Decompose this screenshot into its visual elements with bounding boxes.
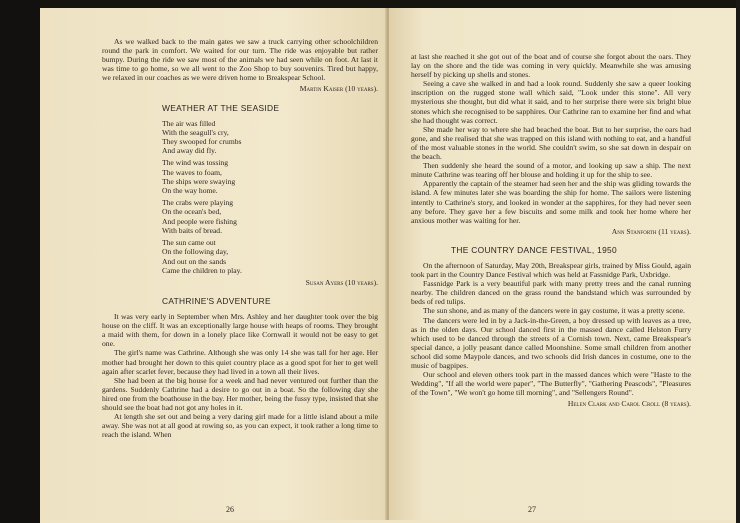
poem-line: The air was filled [162,118,216,128]
poem-line: The ships were swaying [162,176,236,186]
poem-line: On the way home. [162,186,218,196]
story-paragraph: At length she set out and being a very daring girl made for a little island about a mile away. She was not at all good at rowing so, as you can expect, it took rather a long time to reach the island. When [102,412,378,440]
scan-border-left [0,0,40,523]
poem-line: The sun came out [162,238,216,248]
festival-paragraph: The dancers were led in by a Jack-in-the-Green, a boy dressed up with leaves as a tree, as in the olden days. Our school danced first in the massed dance called Helston Furry which used to be danced through the streets of a Cornish town. Next, came Breakspear's special dance, a jolly peasant dance called Moonshine. Some small children from another school did some Maypole dances, and two schools did Irish dances in costume, one to the music of bagpipes. [411,315,691,370]
right-page [389,8,736,520]
festival-paragraph: On the afternoon of Saturday, May 20th, Breakspear girls, trained by Miss Gould, again took part in the Country Dance Festival which was held at Fassnidge Park, Uxbridge. [411,260,691,280]
intro-paragraph: As we walked back to the main gates we saw a truck carrying other schoolchildren round the park in comfort. We waited for our turn. The ride was enjoyable but rather bumpy. During the ride we saw most of the animals we had seen while on foot. At last it was time to go home, so we all went to the Zoo Shop to buy souvenirs. Tired but happy, we relaxed in our coaches as we were driven home to Breakspear School. [102,37,378,83]
poem-line: With baits of bread. [162,225,223,235]
poem-author: Susan Ayers (10 years). [305,277,378,287]
poem-stanza [162,238,378,275]
poem-line: On the ocean's bed, [162,207,222,217]
right-column [411,52,691,412]
poem-line: The wind was tossing [162,158,229,168]
story-paragraph: Seeing a cave she walked in and had a look round. Suddenly she saw a queer looking inscription on the rugged stone wall which said, "Look under this stone". All very mysterious she thought, but did what it said, and to her surprise there were six bright blue stones which she recognised to be sapphires. Our Cathrine ran to examine her find and what she had thought was correct. [411,79,691,125]
story-paragraph: at last she reached it she got out of the boat and of course she forgot about the oars. They lay on the shore and the tide was coming in very quickly. Meanwhile she was amusing herself by picking up shells and stones. [411,52,691,80]
festival-paragraph: Our school and eleven others took part in the massed dances which were "Haste to the Wedding", "If all the world were paper", "The Butterfly", "Gathering Peascods", "Pleasures of the Town", "We won't go home till morning", and "Sellengers Round". [411,370,691,398]
story-paragraph: She made her way to where she had beached the boat. But to her surprise, the oars had gone, and she realised that she was trapped on this island with nothing to eat, and a handful of the most valuable stones in the world. She couldn't swim, so she sat down in despair on the beach. [411,124,691,162]
festival-paragraph: Fassnidge Park is a very beautiful park with many pretty trees and the canal running nearby. The children danced on the grass round the bandstand which was surrounded by beds of red tulips. [411,279,691,307]
festival-author: Helen Clark and Carol Croll (8 years). [567,399,691,409]
story-paragraph: The girl's name was Cathrine. Although she was only 14 she was tall for her age. Her mother had brought her down to this quiet country place as a good spot for her to get well again after scarlet fever, because they had lived in a town all their lives. [102,348,378,376]
scan-border-top [0,0,740,8]
poem-stanza [162,198,378,235]
poem-line: The waves to foam, [162,167,222,177]
scan-border-right [736,0,740,523]
poem-line: And people were fishing [162,216,237,226]
festival-paragraph: The sun shone, and as many of the dancers were in gay costume, it was a pretty scene. [423,306,685,316]
poem [162,119,378,275]
left-page [40,8,387,520]
story-paragraph: Then suddenly she heard the sound of a motor, and looking up saw a ship. The next minute Cathrine was tearing off her blouse and holding it up for the ship to see. [411,161,691,180]
story-paragraph: It was very early in September when Mrs. Ashley and her daughter took over the big house on the cliff. It was an exceptionally large house with heaps of rooms. They brought a maid with them, for down in a lonely place like Cornwall it would not be easy to get one. [102,312,378,349]
poem-line: With the seagull's cry, [162,127,229,137]
poem-line: On the following day, [162,247,229,257]
page-number: 26 [226,505,234,514]
poem-line: And away did fly. [162,146,217,156]
poem-stanza [162,158,378,195]
poem-line: They swooped for crumbs [162,137,242,147]
story-paragraph: Apparently the captain of the steamer had seen her and the ship was gliding towards the island. A few minutes later she was boarding the ship for home. The sailors were listening intently to Cathrine's story, and looked in wonder at the sapphires, for they had never seen any before. They gave her a few biscuits and some milk and took her home where her anxious mother was waiting for her. [411,179,691,225]
intro-author: Martin Kaiser (10 years). [299,84,378,94]
story-paragraph: She had been at the big house for a week and had never ventured out further than the gardens. Suddenly Cathrine had a desire to go out in a boat. So the following day she hired one from the boathouse in the bay. Her mother, being the fussy type, insisted that she should see the boat had not got any holes in it. [102,375,378,413]
story-title: CATHRINE'S ADVENTURE [162,296,271,306]
poem-line: The crabs were playing [162,198,234,208]
festival-title: THE COUNTRY DANCE FESTIVAL, 1950 [451,244,617,255]
page-number: 27 [528,505,536,514]
poem-line: Came the children to play. [162,265,242,275]
poem-title: WEATHER AT THE SEASIDE [162,102,280,113]
poem-line: And out on the sands [162,256,227,266]
story-author: Ann Stanforth (11 years). [611,226,691,236]
poem-stanza [162,119,378,156]
left-column [102,37,378,439]
